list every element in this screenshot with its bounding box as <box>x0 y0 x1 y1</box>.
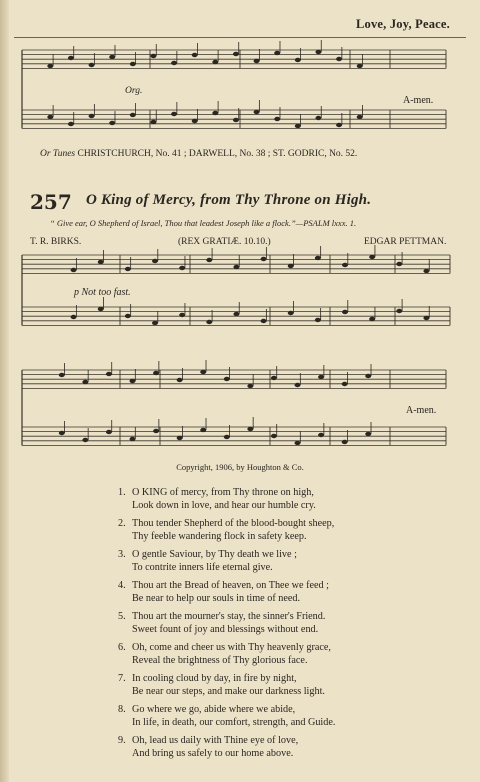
verse-line: And bring us safely to our home above. <box>132 748 294 759</box>
amen-label: A-men. <box>406 405 437 416</box>
verse-number: 3. <box>118 549 126 560</box>
hymn-author: T. R. BIRKS. <box>30 237 82 247</box>
verse <box>118 517 458 543</box>
verse-number: 5. <box>118 611 126 622</box>
amen-label-prev: A-men. <box>403 95 434 106</box>
verse-line: O KING of mercy, from Thy throne on high, <box>132 487 314 498</box>
verse-line: In cooling cloud by day, in fire by night, <box>132 673 297 684</box>
verse-number: 8. <box>118 704 126 715</box>
verse-number: 7. <box>118 673 126 684</box>
verse-line: Thy feeble wandering flock in safety keep. <box>132 531 307 542</box>
verse-line: Thou art the Bread of heaven, on Thee we feed ; <box>132 580 329 591</box>
verse-number: 9. <box>118 735 126 746</box>
verse <box>118 486 458 512</box>
verse-line: Go where we go, abide where we abide, <box>132 704 296 715</box>
hymn-composer: EDGAR PETTMAN. <box>364 237 447 247</box>
verse <box>118 703 458 729</box>
verse-number: 2. <box>118 518 126 529</box>
verse <box>118 641 458 667</box>
verse-line: Oh, come and cheer us with Thy heavenly grace, <box>132 642 331 653</box>
verse-number: 6. <box>118 642 126 653</box>
verse <box>118 610 458 636</box>
verse-line: Be near our steps, and make our darkness light. <box>132 686 325 697</box>
organ-label: Org. <box>125 86 143 96</box>
verse-number: 4. <box>118 580 126 591</box>
verse-line: In life, in death, our comfort, strength, and Guide. <box>132 717 336 728</box>
other-tunes-prefix: Or Tunes <box>40 149 76 159</box>
other-tunes-line <box>40 149 460 159</box>
verse-line: Reveal the brightness of Thy glorious face. <box>132 655 308 666</box>
verse-number: 1. <box>118 487 126 498</box>
copyright: Copyright, 1906, by Houghton & Co. <box>176 462 304 472</box>
hymn-number: 257 <box>30 190 72 214</box>
verse-line: To contrite inners life eternal give. <box>132 562 273 573</box>
verse-line: Look down in love, and hear our humble cry. <box>132 500 316 511</box>
tempo-marking: p Not too fast. <box>74 287 131 298</box>
verse <box>118 579 458 605</box>
verse <box>118 734 458 760</box>
verse-line: Oh, lead us daily with Thine eye of love, <box>132 735 299 746</box>
verse-line: Be near to help our souls in time of need. <box>132 593 301 604</box>
verse-line: Thou tender Shepherd of the blood-bought sheep, <box>132 518 335 529</box>
verse-line: Sweet fount of joy and blessings without end. <box>132 624 319 635</box>
verses <box>118 486 458 765</box>
verse <box>118 672 458 698</box>
hymn-title: O King of Mercy, from Thy Throne on High. <box>86 192 372 208</box>
verse-line: Thou art the mourner's stay, the sinner's Friend. <box>132 611 326 622</box>
verse <box>118 548 458 574</box>
running-title: Love, Joy, Peace. <box>355 17 450 31</box>
hymn-epigraph: “ Give ear, O Shepherd of Israel, Thou that leadest Joseph like a flock.”—PSALM lxxx. 1. <box>50 218 357 228</box>
hymn-tune: (REX GRATIÆ. 10.10.) <box>178 237 271 247</box>
other-tunes-text: CHRISTCHURCH, No. 41 ; DARWELL, No. 38 ; ST. GODRIC, No. 52. <box>77 149 358 159</box>
verse-line: O gentle Saviour, by Thy death we live ; <box>132 549 297 560</box>
